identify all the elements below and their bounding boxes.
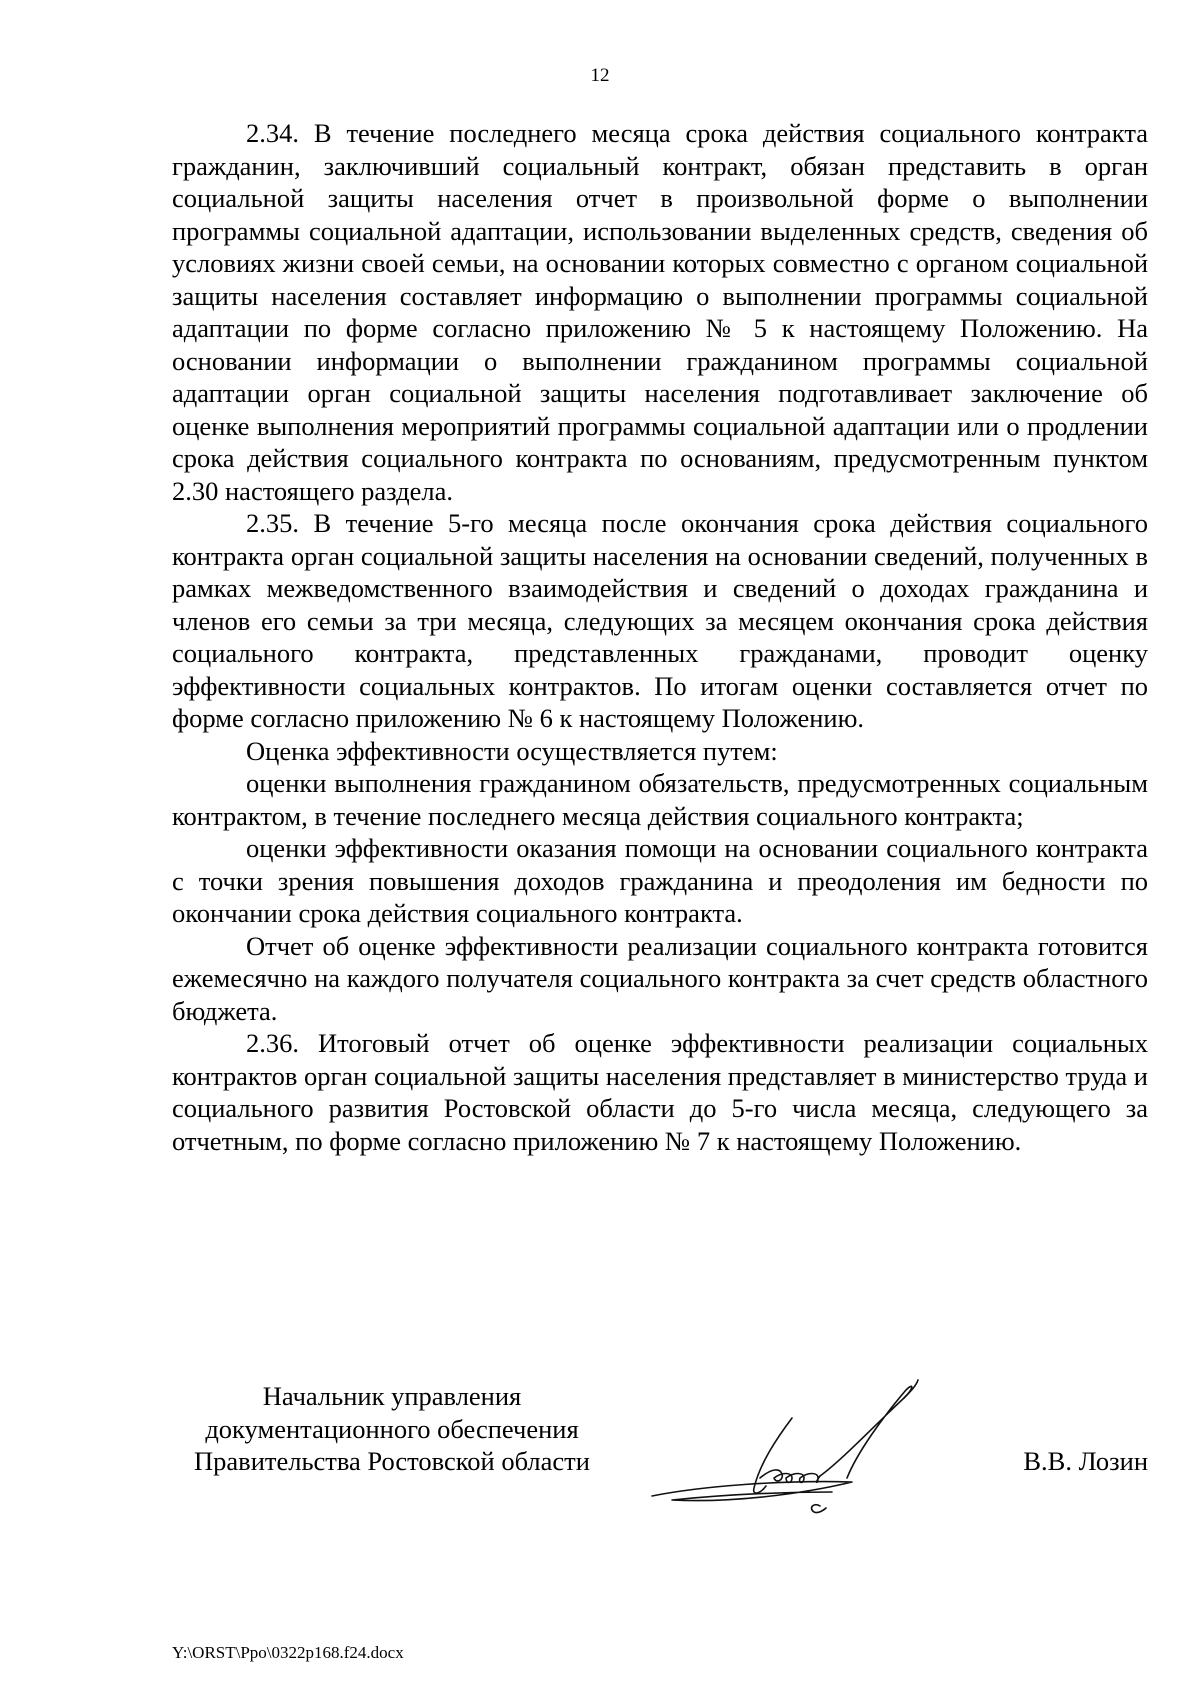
paragraph-2-36: 2.36. Итоговый отчет об оценке эффективности реализации социальных контрактов орган социальной защиты населения представляет в министерство труда и социального развития Ростовской области до 5-го числа месяца, следующего за отчетным, по форме согласно приложению № 7 к настоящему Положению.: [172, 1028, 1148, 1156]
paragraph-2-35: 2.35. В течение 5-го месяца после окончания срока действия социального контракта орган социальной защиты населения на основании сведений, полученных в рамках межведомственного взаимодействия и сведений о доходах гражданина и членов его семьи за три месяца, следующих за месяцем окончания срока действия социального контракта, представленных гражданами, проводит оценку эффективности социальных контрактов. По итогам оценки составляется отчет по форме согласно приложению № 6 к настоящему Положению.: [172, 508, 1148, 733]
signatory-title-line: Правительства Ростовской области: [194, 1446, 590, 1476]
signature-block: [172, 1380, 1148, 1520]
paragraph-evaluation-item-1: оценки выполнения гражданином обязательств, предусмотренных социальным контрактом, в течение последнего месяца действия социального контракта;: [172, 768, 1148, 831]
signatory-name: В.В. Лозин: [1023, 1446, 1148, 1476]
signatory-title-line: Начальник управления: [262, 1381, 522, 1411]
page-number: 12: [590, 65, 610, 86]
handwritten-signature: [642, 1368, 962, 1518]
footer-file-path: Y:\ORST\Ppo\0322p168.f24.docx: [172, 1643, 404, 1662]
signatory-title: [172, 1380, 612, 1478]
document-body: [172, 117, 1148, 1157]
signatory-title-line: документационного обеспечения: [205, 1413, 579, 1444]
paragraph-evaluation-item-2: оценки эффективности оказания помощи на основании социального контракта с точки зрения повышения доходов гражданина и преодоления им бедности по окончании срока действия социального контракта.: [172, 833, 1148, 928]
paragraph-evaluation-intro: Оценка эффективности осуществляется путем:: [246, 735, 778, 766]
paragraph-2-34: 2.34. В течение последнего месяца срока действия социального контракта гражданин, заключивший социальный контракт, обязан представить в орган социальной защиты населения отчет в произвольной форме о выполнении программы социальной адаптации, использовании выделенных средств, сведения об условиях жизни своей семьи, на основании которых совместно с органом социальной защиты населения составляет информацию о выполнении программы социальной адаптации по форме согласно приложению № 5 к настоящему Положению. На основании информации о выполнении гражданином программы социальной адаптации орган социальной защиты населения подготавливает заключение об оценке выполнения мероприятий программы социальной адаптации или о продлении срока действия социального контракта по основаниям, предусмотренным пунктом 2.30 настоящего раздела.: [172, 118, 1148, 506]
paragraph-report-info: Отчет об оценке эффективности реализации социального контракта готовится ежемесячно на каждого получателя социального контракта за счет средств областного бюджета.: [172, 930, 1148, 1026]
